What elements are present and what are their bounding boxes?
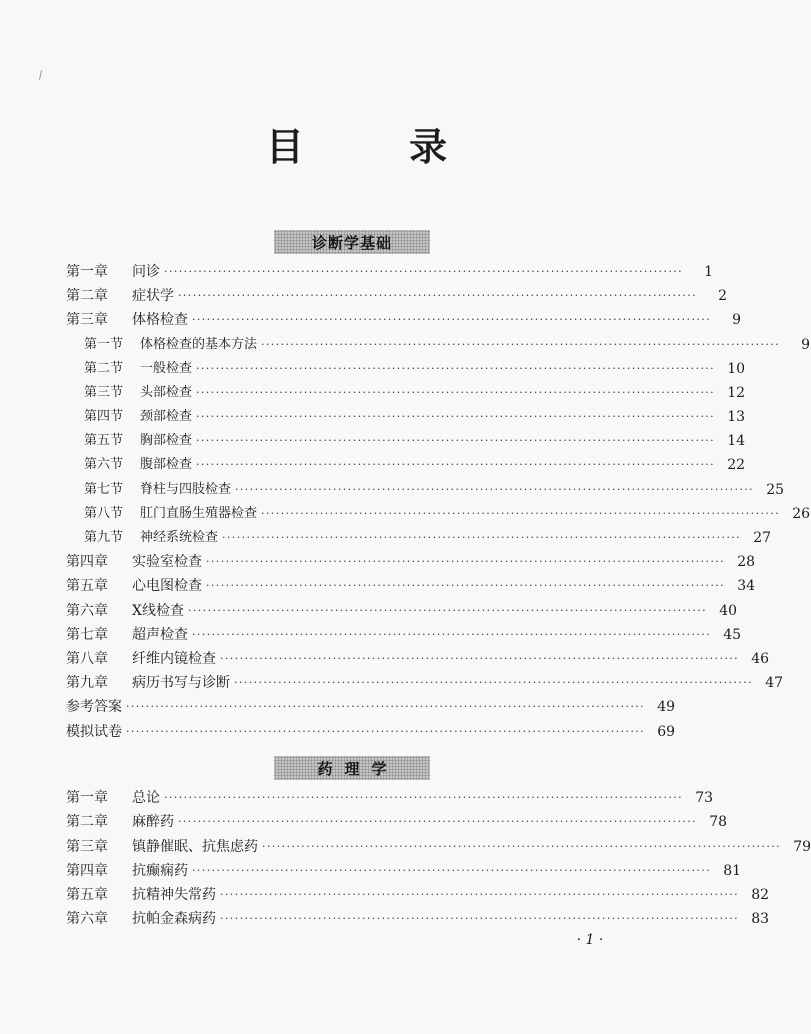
toc-list-diagnostics <box>66 260 811 744</box>
dot-leader: ·········································································································· <box>235 482 755 496</box>
entry-title: 一般检查 <box>140 360 193 376</box>
dot-leader: ·········································································································· <box>220 651 740 665</box>
section-heading-pharmacology: 药理学 <box>274 756 430 780</box>
dot-leader: ·········································································································· <box>164 264 684 278</box>
entry-number: 第三章 <box>66 838 108 855</box>
entry-number: 第八章 <box>66 650 108 667</box>
entry-title: 体格检查的基本方法 <box>140 336 258 352</box>
toc-entry[interactable] <box>66 623 742 647</box>
dot-leader: ·········································································································· <box>262 839 782 853</box>
entry-number: 第七节 <box>84 481 124 497</box>
entry-page: 47 <box>765 675 784 692</box>
dot-leader: ·········································································································· <box>261 337 781 351</box>
entry-page: 9 <box>801 336 811 353</box>
entry-page: 1 <box>704 263 714 280</box>
entry-number: 第一章 <box>66 263 108 280</box>
entry-title: 抗帕金森病药 <box>132 911 216 928</box>
dot-leader: ·········································································································· <box>222 531 742 545</box>
dot-leader: ·········································································································· <box>220 912 740 926</box>
entry-number: 第六章 <box>66 602 108 619</box>
dot-leader: ·········································································································· <box>126 724 646 738</box>
entry-page: 10 <box>727 360 746 377</box>
toc-entry[interactable] <box>66 357 746 381</box>
entry-title: 胸部检查 <box>140 433 193 449</box>
toc-entry[interactable] <box>66 574 756 598</box>
entry-page: 40 <box>719 602 738 619</box>
entry-title: 总论 <box>132 790 160 806</box>
dot-leader: ·········································································································· <box>178 815 698 829</box>
entry-page: 28 <box>737 554 756 571</box>
entry-title: 症状学 <box>132 288 174 305</box>
entry-page: 46 <box>751 650 770 667</box>
entry-number: 第八节 <box>84 505 124 521</box>
entry-title: 实验室检查 <box>132 554 202 571</box>
dot-leader: ·········································································································· <box>206 579 726 593</box>
entry-page: 26 <box>792 505 811 522</box>
entry-title: 体格检查 <box>132 312 188 329</box>
entry-page: 49 <box>657 699 676 716</box>
entry-page: 79 <box>793 838 811 855</box>
dot-leader: ·········································································································· <box>196 361 716 375</box>
toc-entry[interactable] <box>66 381 746 405</box>
toc-entry[interactable] <box>66 550 756 574</box>
dot-leader: ·········································································································· <box>220 888 740 902</box>
entry-number: 第二节 <box>84 360 124 376</box>
entry-number: 第五章 <box>66 887 108 904</box>
toc-entry[interactable] <box>66 599 738 623</box>
toc-entry[interactable] <box>66 671 784 695</box>
entry-number: 第九章 <box>66 675 108 692</box>
toc-entry[interactable] <box>66 333 811 357</box>
entry-number: 第四章 <box>66 554 108 571</box>
entry-title: 纤维内镜检查 <box>132 650 216 667</box>
toc-entry[interactable] <box>66 429 746 453</box>
entry-page: 14 <box>727 433 746 450</box>
entry-title: X线检查 <box>132 602 184 619</box>
entry-number: 第四章 <box>66 862 108 879</box>
entry-page: 73 <box>695 790 714 806</box>
dot-leader: ·········································································································· <box>196 458 716 472</box>
entry-page: 81 <box>723 862 742 879</box>
scan-mark <box>39 70 42 80</box>
toc-entry[interactable] <box>66 883 770 907</box>
entry-number: 第二章 <box>66 814 108 831</box>
entry-title: 超声检查 <box>132 626 188 643</box>
entry-title: 麻醉药 <box>132 814 174 831</box>
entry-number: 第六章 <box>66 911 108 928</box>
entry-title: 抗精神失常药 <box>132 887 216 904</box>
entry-page: 25 <box>766 481 785 498</box>
entry-number: 第一章 <box>66 790 108 806</box>
entry-title: 模拟试卷 <box>66 723 122 740</box>
entry-page: 69 <box>657 723 676 740</box>
toc-entry[interactable] <box>66 454 746 478</box>
toc-entry[interactable] <box>66 647 770 671</box>
dot-leader: ·········································································································· <box>196 410 716 424</box>
entry-page: 83 <box>751 911 770 928</box>
entry-page: 2 <box>718 288 728 305</box>
entry-page: 22 <box>727 457 746 474</box>
entry-number: 第三节 <box>84 384 124 400</box>
entry-number: 第五章 <box>66 578 108 595</box>
dot-leader: ·········································································································· <box>164 791 684 804</box>
entry-page: 27 <box>753 530 772 547</box>
entry-number: 第九节 <box>84 530 124 546</box>
entry-page: 34 <box>737 578 756 595</box>
entry-title: 镇静催眠、抗焦虑药 <box>132 838 258 855</box>
entry-page: 13 <box>727 409 746 426</box>
toc-entry[interactable] <box>66 308 742 332</box>
dot-leader: ·········································································································· <box>192 863 712 877</box>
entry-page: 82 <box>751 887 770 904</box>
entry-number: 第三章 <box>66 312 108 329</box>
dot-leader: ·········································································································· <box>192 627 712 641</box>
entry-title: 神经系统检查 <box>140 530 219 546</box>
toc-entry[interactable] <box>66 695 676 719</box>
entry-number: 第一节 <box>84 336 124 352</box>
entry-number: 第四节 <box>84 409 124 425</box>
entry-title: 脊柱与四肢检查 <box>140 481 232 497</box>
dot-leader: ·········································································································· <box>196 434 716 448</box>
entry-title: 病历书写与诊断 <box>132 675 230 692</box>
entry-page: 12 <box>727 384 746 401</box>
toc-list-pharmacology <box>66 786 811 932</box>
dot-leader: ·········································································································· <box>234 676 754 690</box>
entry-title: 参考答案 <box>66 699 122 716</box>
entry-page: 45 <box>723 626 742 643</box>
page-folio: · 1 · <box>576 932 604 948</box>
page-title: 目 录 <box>265 125 494 169</box>
entry-title: 抗癫痫药 <box>132 862 188 879</box>
entry-title: 头部检查 <box>140 384 193 400</box>
entry-title: 心电图检查 <box>132 578 202 595</box>
entry-title: 颈部检查 <box>140 409 193 425</box>
toc-entry[interactable] <box>66 260 714 284</box>
entry-title: 腹部检查 <box>140 457 193 473</box>
entry-page: 9 <box>732 312 742 329</box>
toc-entry[interactable] <box>66 284 728 308</box>
toc-entry[interactable] <box>66 526 772 550</box>
toc-entry[interactable] <box>66 502 811 526</box>
dot-leader: ·········································································································· <box>196 385 716 399</box>
entry-title: 肛门直肠生殖器检查 <box>140 505 258 521</box>
dot-leader: ·········································································································· <box>192 313 712 327</box>
entry-page: 78 <box>709 814 728 831</box>
entry-number: 第五节 <box>84 433 124 449</box>
toc-entry[interactable] <box>66 720 676 744</box>
dot-leader: ·········································································································· <box>261 506 781 520</box>
section-heading-diagnostics: 诊断学基础 <box>274 230 430 254</box>
toc-entry[interactable] <box>66 859 742 883</box>
entry-number: 第六节 <box>84 457 124 473</box>
entry-number: 第二章 <box>66 288 108 305</box>
toc-entry[interactable] <box>66 835 811 859</box>
toc-entry[interactable] <box>66 810 728 834</box>
dot-leader: ·········································································································· <box>187 603 708 617</box>
toc-entry[interactable] <box>66 786 714 810</box>
dot-leader: ·········································································································· <box>178 289 698 303</box>
entry-number: 第七章 <box>66 626 108 643</box>
toc-entry[interactable] <box>66 405 746 429</box>
dot-leader: ·········································································································· <box>206 555 726 569</box>
toc-entry[interactable] <box>66 478 785 502</box>
dot-leader: ·········································································································· <box>126 700 646 714</box>
entry-title: 问诊 <box>132 263 160 280</box>
toc-entry[interactable] <box>66 907 770 931</box>
